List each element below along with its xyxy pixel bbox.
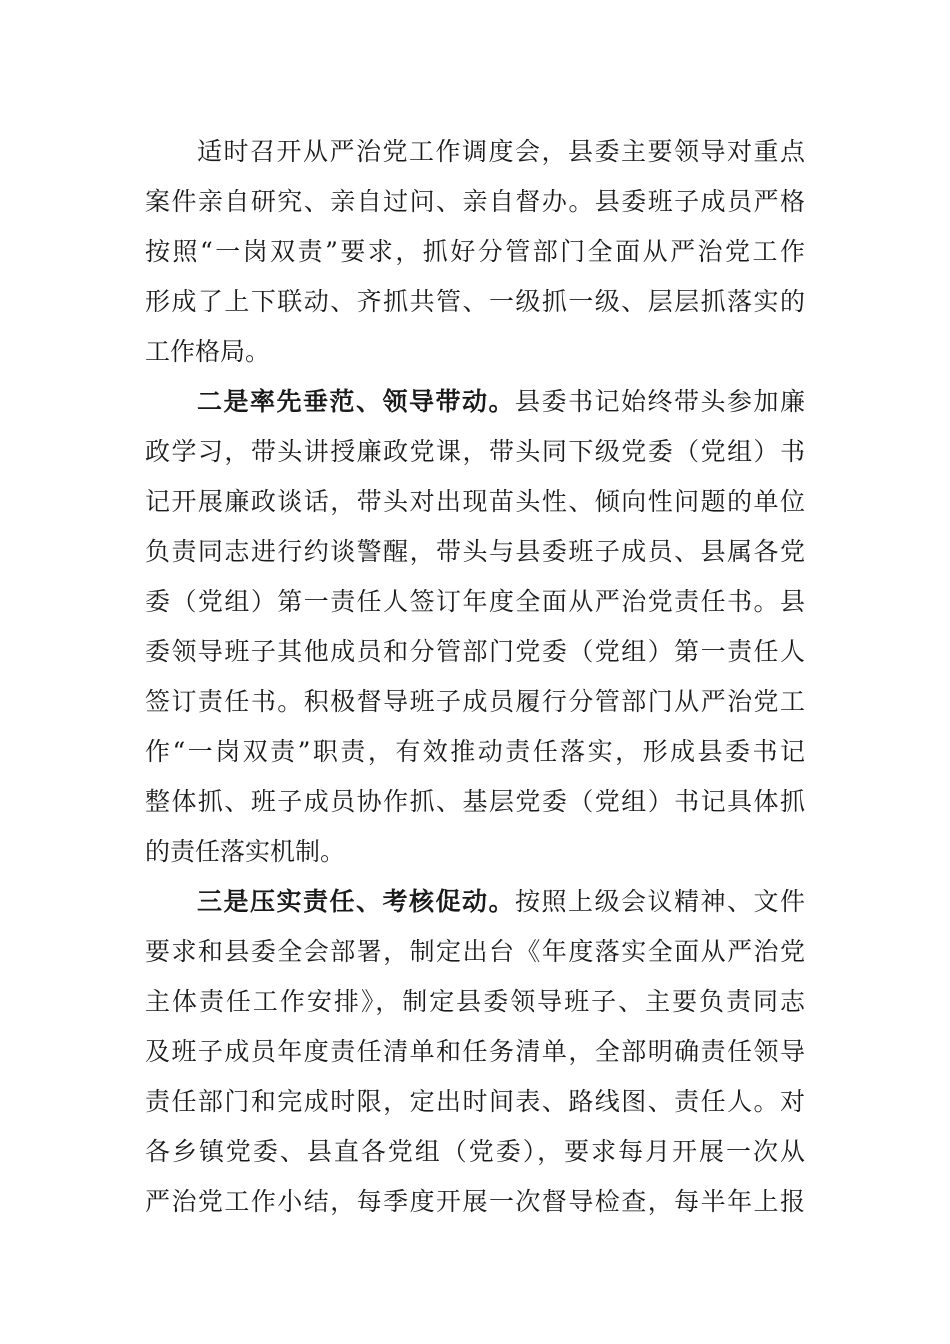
paragraph-1-line-3	[145, 227, 805, 277]
paragraph-3-line-7	[145, 1177, 805, 1227]
paragraph-2-line-4	[145, 527, 805, 577]
body-text: 适时召开从严治党工作调度会，县委主要领导对重点	[197, 137, 805, 166]
paragraph-3-line-5	[145, 1077, 805, 1127]
body-text: 及班子成员年度责任清单和任务清单，全部明确责任领导	[145, 1037, 805, 1066]
body-text: 形成了上下联动、齐抓共管、一级抓一级、层层抓落实的	[145, 287, 805, 316]
paragraph-2-line-9	[145, 777, 805, 827]
body-text: 责任部门和完成时限，定出时间表、路线图、责任人。对	[145, 1087, 805, 1116]
body-text: 按照“一岗双责”要求，抓好分管部门全面从严治党工作	[145, 237, 805, 266]
body-text: 案件亲自研究、亲自过问、亲自督办。县委班子成员严格	[145, 187, 805, 216]
body-text: 要求和县委全会部署，制定出台《年度落实全面从严治党	[145, 937, 805, 966]
paragraph-2-line-2	[145, 427, 805, 477]
body-text: 工作格局。	[145, 337, 271, 366]
paragraph-2-line-10	[145, 827, 805, 877]
body-text: 按照上级会议精神、文件	[514, 887, 805, 916]
paragraph-2-line-5	[145, 577, 805, 627]
paragraph-3-line-1	[197, 877, 805, 927]
section-heading: 二是率先垂范、领导带动。	[197, 387, 515, 416]
body-text: 各乡镇党委、县直各党组（党委），要求每月开展一次从	[145, 1137, 805, 1166]
body-text: 严治党工作小结，每季度开展一次督导检查，每半年上报	[145, 1187, 805, 1216]
section-heading: 三是压实责任、考核促动。	[197, 887, 515, 916]
body-text: 委领导班子其他成员和分管部门党委（党组）第一责任人	[145, 637, 805, 666]
paragraph-1-line-1	[197, 127, 805, 177]
paragraph-2-line-8	[145, 727, 805, 777]
paragraph-2-line-7	[145, 677, 805, 727]
paragraph-2-line-1	[197, 377, 805, 427]
body-text: 主体责任工作安排》，制定县委领导班子、主要负责同志	[145, 987, 805, 1016]
paragraph-1-line-2	[145, 177, 805, 227]
paragraph-3-line-4	[145, 1027, 805, 1077]
body-text: 的责任落实机制。	[145, 837, 346, 866]
paragraph-3-line-6	[145, 1127, 805, 1177]
paragraph-2-line-3	[145, 477, 805, 527]
body-text: 记开展廉政谈话，带头对出现苗头性、倾向性问题的单位	[145, 487, 805, 516]
paragraph-3-line-3	[145, 977, 805, 1027]
body-text: 作“一岗双责”职责，有效推动责任落实，形成县委书记	[145, 737, 805, 766]
body-text: 委（党组）第一责任人签订年度全面从严治党责任书。县	[145, 587, 805, 616]
body-text: 政学习，带头讲授廉政党课，带头同下级党委（党组）书	[145, 437, 805, 466]
body-text: 县委书记始终带头参加廉	[514, 387, 805, 416]
paragraph-3-line-2	[145, 927, 805, 977]
paragraph-2-line-6	[145, 627, 805, 677]
paragraph-1-line-5	[145, 327, 805, 377]
paragraph-1-line-4	[145, 277, 805, 327]
body-text: 签订责任书。积极督导班子成员履行分管部门从严治党工	[145, 687, 805, 716]
body-text: 负责同志进行约谈警醒，带头与县委班子成员、县属各党	[145, 537, 805, 566]
body-text: 整体抓、班子成员协作抓、基层党委（党组）书记具体抓	[145, 787, 805, 816]
